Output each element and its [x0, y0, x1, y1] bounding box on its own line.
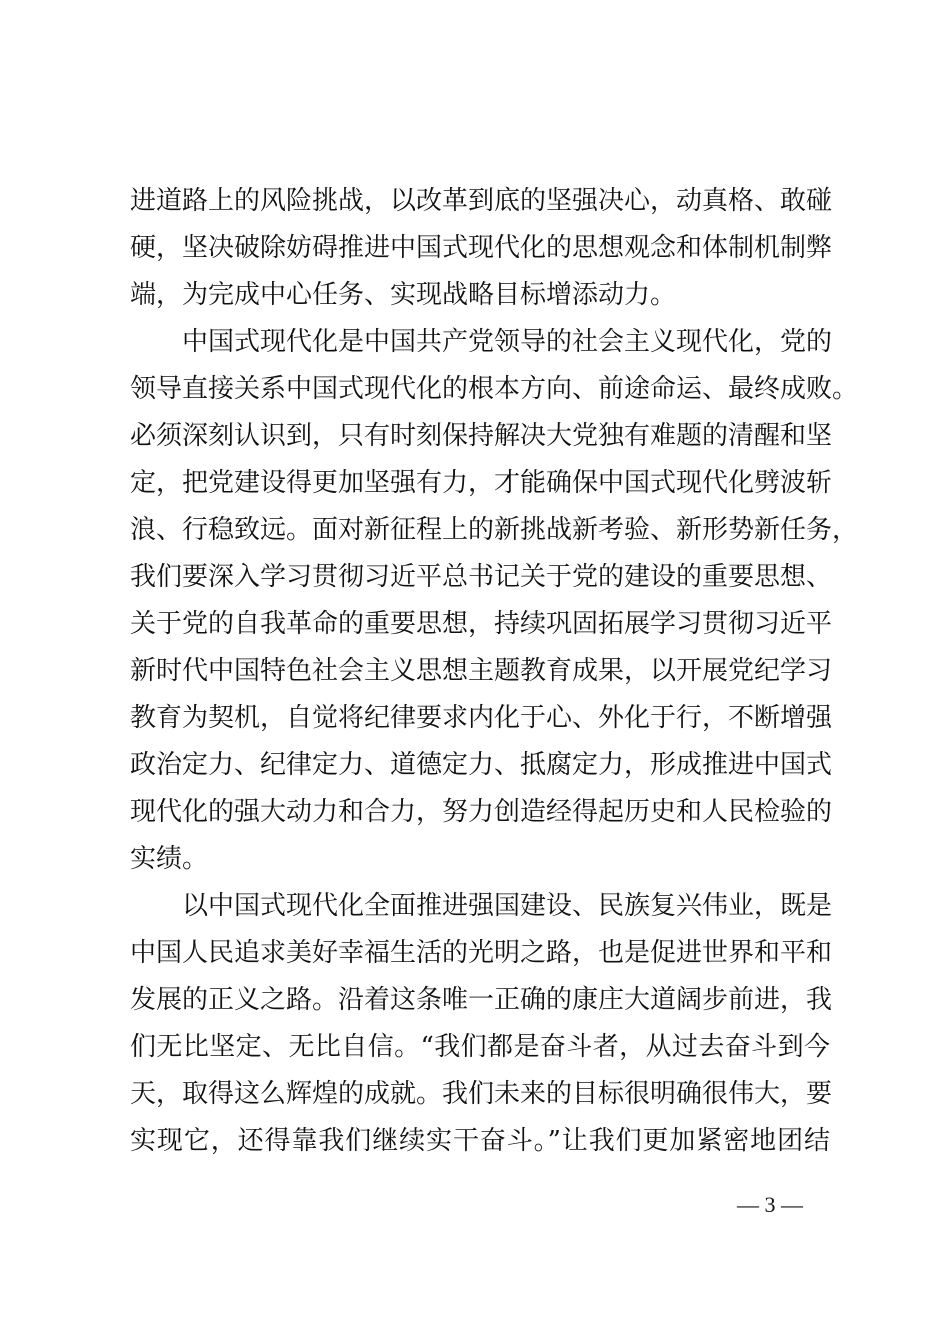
text-line: 政治定力、纪律定力、道德定力、抵腐定力，形成推进中国式 — [130, 750, 833, 780]
text-line: 定，把党建设得更加坚强有力，才能确保中国式现代化劈波斩 — [130, 468, 833, 498]
text-line: 领导直接关系中国式现代化的根本方向、前途命运、最终成败。 — [130, 374, 859, 404]
text-line: 硬，坚决破除妨碍推进中国式现代化的思想观念和体制机制弊 — [130, 233, 833, 263]
text-line: 必须深刻认识到，只有时刻保持解决大党独有难题的清醒和坚 — [130, 421, 833, 451]
body-text — [130, 178, 859, 1165]
text-line: 中国人民追求美好幸福生活的光明之路，也是促进世界和平和 — [130, 938, 833, 968]
text-line: 我们要深入学习贯彻习近平总书记关于党的建设的重要思想、 — [130, 562, 833, 592]
text-line: 教育为契机，自觉将纪律要求内化于心、外化于行，不断增强 — [130, 703, 833, 733]
text-line: 新时代中国特色社会主义思想主题教育成果，以开展党纪学习 — [130, 656, 833, 686]
text-line: 实绩。 — [130, 844, 209, 874]
text-line: 们无比坚定、无比自信。“我们都是奋斗者，从过去奋斗到今 — [130, 1032, 830, 1062]
text-line: 端，为完成中心任务、实现战略目标增添动力。 — [130, 280, 677, 310]
text-line: 天，取得这么辉煌的成就。我们未来的目标很明确很伟大，要 — [130, 1079, 833, 1109]
text-line: 浪、行稳致远。面对新征程上的新挑战新考验、新形势新任务， — [130, 515, 859, 545]
text-line: 实现它，还得靠我们继续实干奋斗。”让我们更加紧密地团结 — [130, 1126, 830, 1156]
page-number: — 3 — — [737, 1192, 803, 1217]
text-line: 关于党的自我革命的重要思想，持续巩固拓展学习贯彻习近平 — [130, 609, 833, 639]
paragraph-first-line: 中国式现代化是中国共产党领导的社会主义现代化，党的 — [182, 327, 833, 357]
text-line: 现代化的强大动力和合力，努力创造经得起历史和人民检验的 — [130, 797, 833, 827]
paragraph-first-line: 以中国式现代化全面推进强国建设、民族复兴伟业，既是 — [182, 891, 833, 921]
text-line: 进道路上的风险挑战，以改革到底的坚强决心，动真格、敢碰 — [130, 186, 833, 216]
text-line: 发展的正义之路。沿着这条唯一正确的康庄大道阔步前进，我 — [130, 985, 833, 1015]
